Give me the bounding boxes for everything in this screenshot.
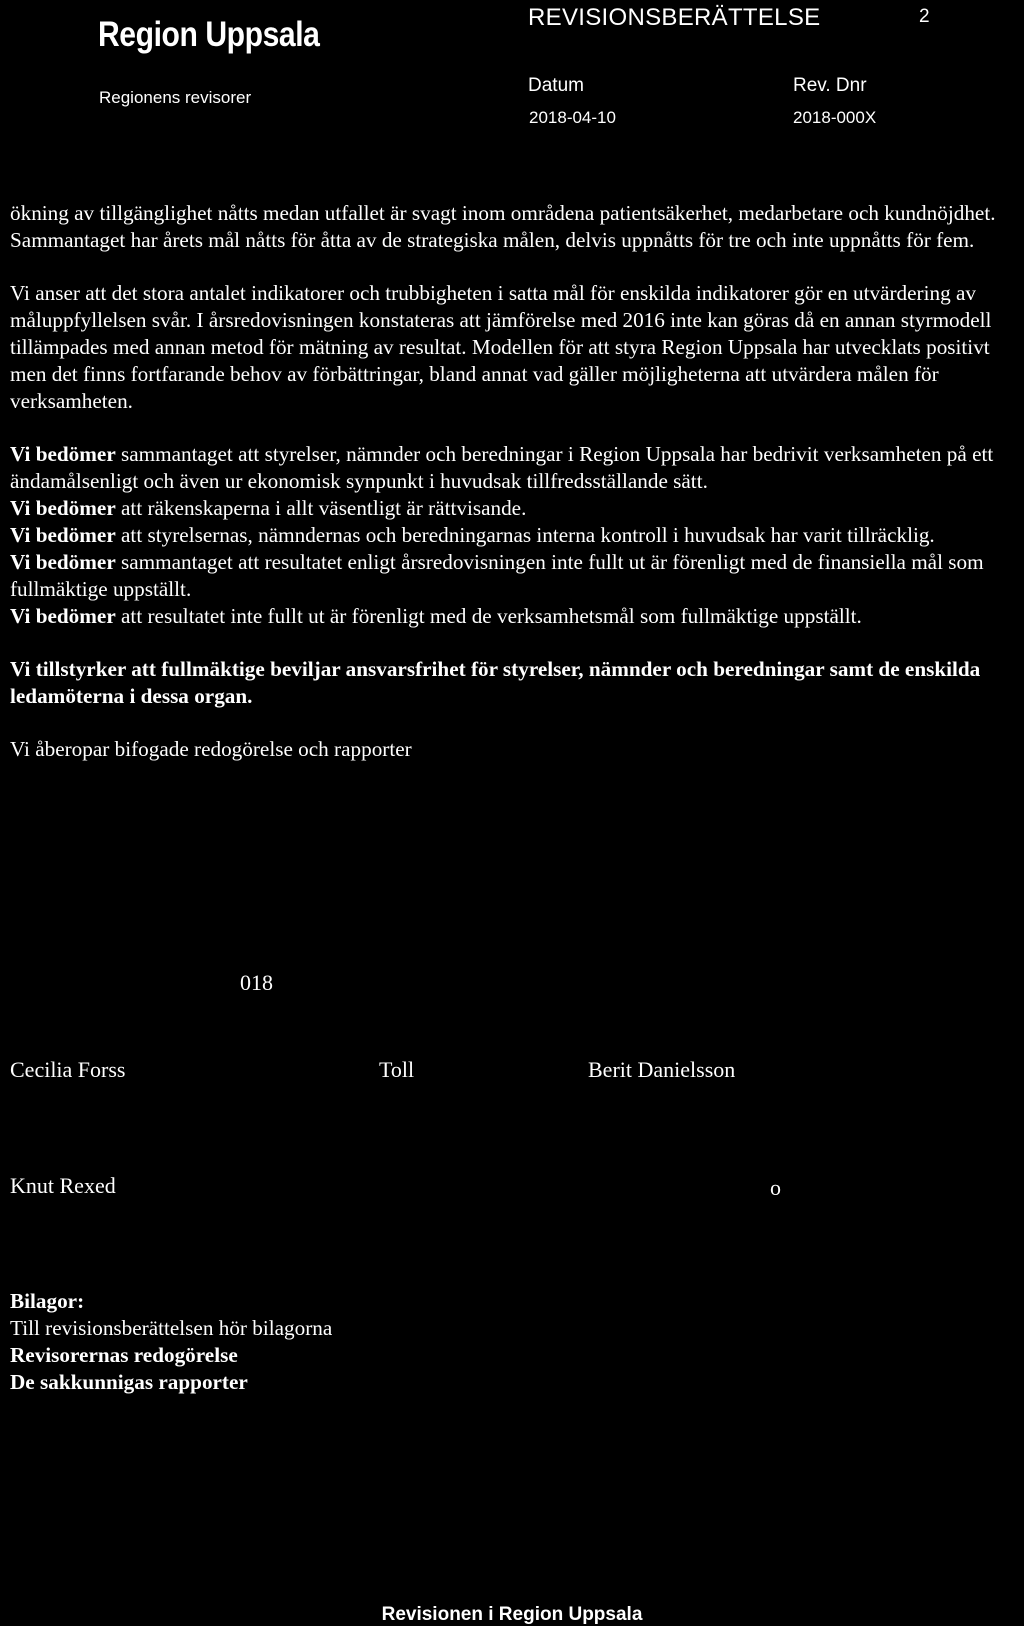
ref-value: 2018-000X xyxy=(793,108,877,127)
judgement-5 xyxy=(10,603,1020,630)
judgement-text: att resultatet inte fullt ut är förenligt med de verksamhetsmål som fullmäktige uppställt. xyxy=(115,604,862,628)
attachment-item: De sakkunnigas rapporter xyxy=(10,1370,248,1394)
attachments-heading: Bilagor: xyxy=(10,1289,85,1313)
judgement-text: att räkenskaperna i allt väsentligt är rättvisande. xyxy=(115,496,527,520)
org-unit: Regionens revisorer xyxy=(99,88,252,107)
judgement-lead: Vi bedömer xyxy=(10,442,116,466)
page-number: 2 xyxy=(919,6,930,27)
judgement-text: sammantaget att styrelser, nämnder och beredningar i Region Uppsala har bedrivit verksamheten på ett ändamålsenligt och även ur ekonomisk synpunkt i huvudsak tillfredsställande sätt. xyxy=(10,442,994,493)
reference-line: Vi åberopar bifogade redogörelse och rapporter xyxy=(10,737,412,761)
document-type: REVISIONSBERÄTTELSE xyxy=(528,4,821,31)
date-label: Datum xyxy=(528,75,584,96)
signature-name: o xyxy=(770,1175,781,1200)
signature-name: Knut Rexed xyxy=(10,1173,116,1198)
judgement-lead: Vi bedömer xyxy=(10,496,116,520)
judgement-2 xyxy=(10,495,1020,522)
signature-name: Toll xyxy=(379,1057,415,1082)
attachment-item: Revisorernas redogörelse xyxy=(10,1343,238,1367)
footer-title: Revisionen i Region Uppsala xyxy=(381,1604,643,1625)
paragraph-outcome: ökning av tillgänglighet nåtts medan utfallet är svagt inom områdena patientsäkerhet, medarbetare och kundnöjdhet. Sammantaget har årets mål nåtts för åtta av de strategiska målen, delvis uppnåtts för tre och inte uppnåtts för fem. xyxy=(10,201,996,252)
signature-name: Berit Danielsson xyxy=(588,1057,736,1082)
judgement-4 xyxy=(10,549,1020,603)
judgement-lead: Vi bedömer xyxy=(10,523,116,547)
date-value: 2018-04-10 xyxy=(529,108,616,127)
judgement-3 xyxy=(10,522,1020,549)
attachments xyxy=(10,1288,1020,1396)
ref-label: Rev. Dnr xyxy=(793,75,867,96)
signature-name: Cecilia Forss xyxy=(10,1057,126,1082)
judgement-lead: Vi bedömer xyxy=(10,550,116,574)
judgement-1 xyxy=(10,441,1020,495)
judgement-text: att styrelsernas, nämndernas och beredningarnas interna kontroll i huvudsak har varit tillräcklig. xyxy=(115,523,935,547)
judgement-text: sammantaget att resultatet enligt årsredovisningen inte fullt ut är förenligt med de finansiella mål som fullmäktige uppställt. xyxy=(10,550,984,601)
logo: Region Uppsala xyxy=(98,15,320,54)
document-body xyxy=(10,200,1020,763)
signature-date: 018 xyxy=(240,970,273,995)
paragraph-assessment: Vi anser att det stora antalet indikatorer och trubbigheten i satta mål för enskilda indikatorer gör en utvärdering av måluppfyllelsen svår. I årsredovisningen konstateras att jämförelse med 2016 inte kan göras då en annan styrmodell tillämpades med annan metod för mätning av resultat. Modellen för att styra Region Uppsala har utvecklats positivt men det finns fortfarande behov av förbättringar, bland annat vad gäller möjligheterna att utvärdera målen för verksamheten. xyxy=(10,281,992,413)
attachments-intro: Till revisionsberättelsen hör bilagorna xyxy=(10,1316,333,1340)
judgement-lead: Vi bedömer xyxy=(10,604,116,628)
recommendation: Vi tillstyrker att fullmäktige beviljar ansvarsfrihet för styrelser, nämnder och beredningar samt de enskilda ledamöterna i dessa organ. xyxy=(10,657,981,708)
